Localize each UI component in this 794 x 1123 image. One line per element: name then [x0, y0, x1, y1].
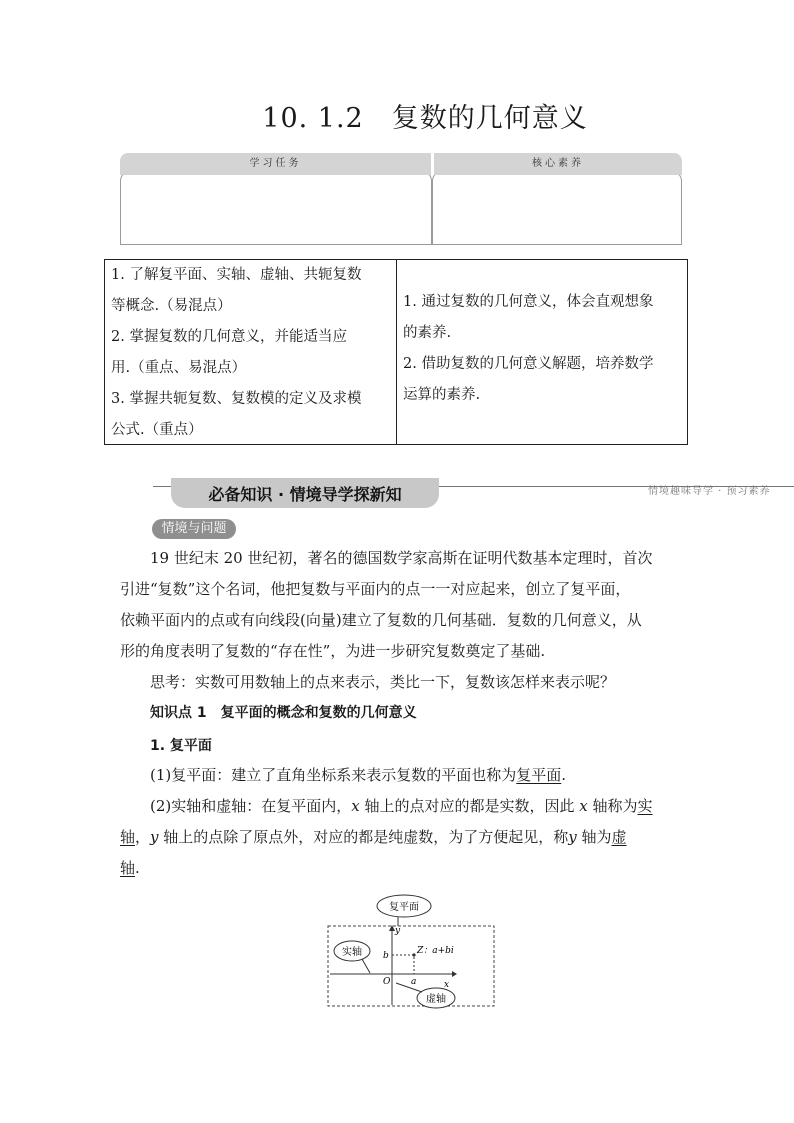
literacy-line: 的素养. [403, 325, 452, 341]
task-line: 等概念.（易混点） [111, 298, 232, 314]
definition-end: . [561, 766, 567, 784]
learning-tasks [111, 260, 393, 446]
task-line: 2. 掌握复数的几何意义，并能适当应 [111, 329, 347, 345]
literacy-line: 1. 通过复数的几何意义，体会直观想象 [403, 294, 654, 310]
knowledge-point-label: 知识点 1 [150, 705, 207, 721]
task-line: 用.（重点、易混点） [111, 360, 247, 376]
plane-label: 复平面 [389, 902, 419, 913]
real-axis-label: 实轴 [342, 947, 362, 958]
literacy-line: 运算的素养. [403, 387, 481, 403]
a-label: a [411, 977, 417, 987]
x-axis-arrow [452, 971, 457, 977]
term-real-axis: 轴 [120, 828, 136, 846]
origin-label: O [383, 977, 391, 987]
term-complex-plane: 复平面 [516, 766, 562, 784]
term-real-axis: 实 [637, 797, 653, 815]
goals-table [104, 259, 688, 445]
real-bubble-pointer [362, 959, 370, 973]
plane-box [328, 926, 494, 1006]
complex-plane-diagram [326, 893, 496, 1011]
b-label: b [383, 951, 389, 961]
task-header-table [120, 153, 682, 245]
page-title [0, 96, 794, 135]
definition-paragraph [120, 760, 680, 884]
knowledge-point-title: 复平面的概念和复数的几何意义 [220, 705, 417, 721]
term-imaginary-axis: 虚 [611, 828, 627, 846]
definition-text: (1)复平面：建立了直角坐标系来表示复数的平面也称为 [150, 766, 517, 784]
intro-line: 引进“复数”这个名词，他把复数与平面内的点一一对应起来，创立了复平面， [120, 580, 631, 598]
task-line: 3. 掌握共轭复数、复数模的定义及求模 [111, 391, 362, 407]
context-tag: 情境与问题 [152, 519, 236, 539]
imag-bubble-pointer [396, 983, 422, 992]
var-x: x [579, 797, 588, 815]
heading-complex-plane: 1. 复平面 [150, 738, 212, 754]
core-literacy [403, 287, 687, 411]
x-axis-label: x [444, 980, 450, 990]
definition-axes-cont [120, 822, 680, 853]
section-tab [171, 478, 439, 508]
axes-text: . [135, 859, 140, 877]
var-y: y [150, 828, 159, 846]
section-side-note: 情境趣味导学 · 预习素养 [648, 486, 771, 497]
point-z [412, 953, 415, 956]
literacy-header: 核心素养 [434, 153, 682, 175]
var-y: y [568, 828, 577, 846]
intro-line: 形的角度表明了复数的“存在性”，为进一步研究复数奠定了基础. [120, 642, 546, 660]
task-line: 公式.（重点） [111, 422, 203, 438]
y-axis-label: y [395, 926, 401, 936]
title-number: 10. 1.2 [262, 103, 364, 134]
intro-line: 19 世纪末 20 世纪初，著名的德国数学家高斯在证明代数基本定理时，首次 [150, 549, 653, 567]
axes-text: 轴称为 [587, 797, 638, 815]
point-label: Z：a+bi [417, 946, 454, 956]
definition-axes [120, 791, 680, 822]
goals-divider [396, 260, 397, 444]
definition-axes-end [120, 853, 680, 884]
title-text: 复数的几何意义 [391, 103, 588, 134]
term-imaginary-axis: 轴 [120, 859, 136, 877]
axes-text: (2)实轴和虚轴：在复平面内， [150, 797, 352, 815]
intro-line: 依赖平面内的点或有向线段(向量)建立了复数的几何基础．复数的几何意义，从 [120, 611, 642, 629]
point-guides [392, 955, 414, 974]
literacy-cell [432, 171, 682, 245]
intro-paragraph [120, 543, 680, 698]
axes-text: 轴上的点对应的都是实数，因此 [359, 797, 580, 815]
knowledge-point [150, 702, 417, 722]
task-line: 1. 了解复平面、实轴、虚轴、共轭复数 [111, 267, 362, 283]
var-x: x [351, 797, 360, 815]
section-banner [153, 478, 794, 508]
imag-axis-label: 虚轴 [426, 994, 446, 1005]
axes-text: 轴上的点除了原点外，对应的都是纯虚数，为了方便起见，称 [158, 828, 569, 846]
think-question: 思考：实数可用数轴上的点来表示，类比一下，复数该怎样来表示呢？ [150, 673, 616, 691]
axes-text: 轴为 [576, 828, 612, 846]
literacy-line: 2. 借助复数的几何意义解题，培养数学 [403, 356, 654, 372]
section-title: 必备知识 · 情境导学探新知 [208, 485, 402, 504]
task-cell [120, 171, 432, 245]
axes-text: ， [135, 828, 151, 846]
task-header: 学习任务 [120, 153, 431, 175]
definition-complex-plane [120, 760, 680, 791]
